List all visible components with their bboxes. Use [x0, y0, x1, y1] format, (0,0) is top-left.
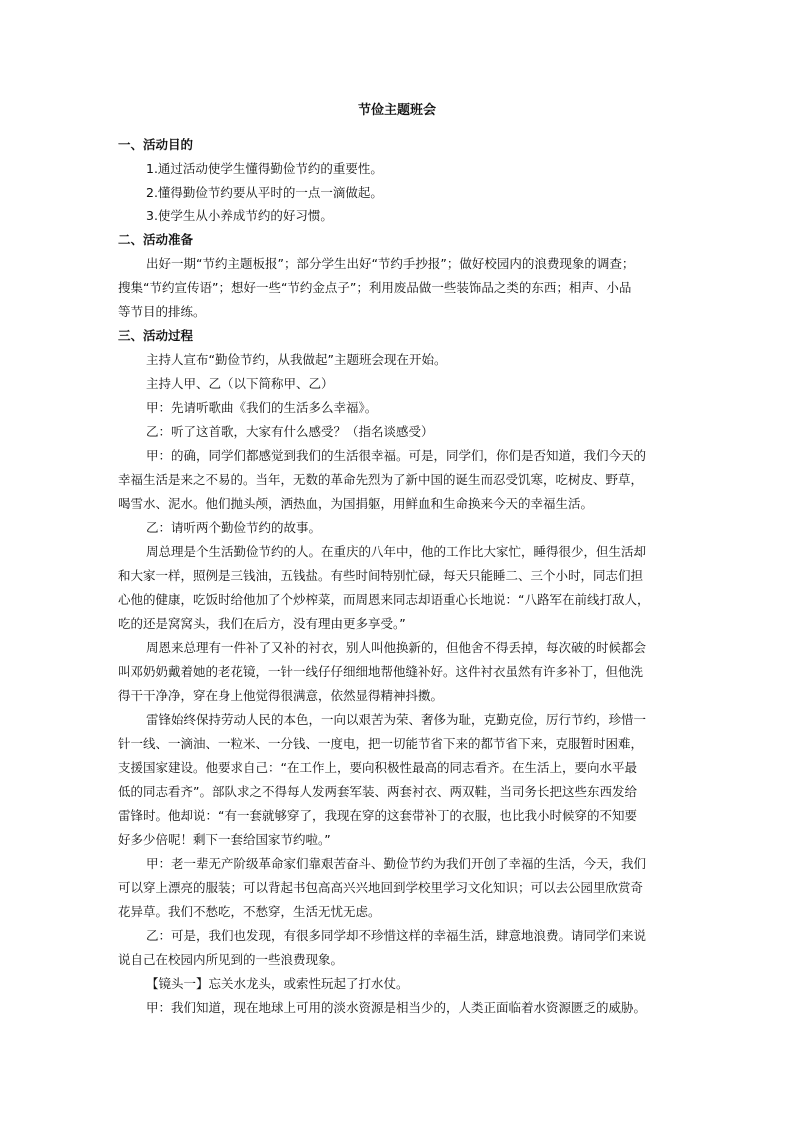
section-heading-process: 三、活动过程 [118, 328, 194, 343]
paragraph-line: 雷锋时。他却说：“有一套就够穿了，我现在穿的这套带补丁的衣服，也比我小时候穿的不知要 [118, 808, 637, 823]
paragraph-line: 幸福生活是来之不易的。当年，无数的革命先烈为了新中国的诞生而忍受饥寒，吃树皮、野草， [118, 472, 644, 487]
paragraph-line: 支援国家建设。他要求自己：“在工作上，要向积极性最高的同志看齐。在生活上，要向水平最 [118, 760, 637, 775]
paragraph-line: 叫邓奶奶戴着她的老花镜，一针一线仔仔细细地帮他缝补好。这件衬衣虽然有许多补丁，但他洗 [118, 664, 644, 679]
paragraph-line: 得干干净净，穿在身上他觉得很满意，依然显得精神抖擞。 [118, 688, 444, 703]
paragraph-line: 雷锋始终保持劳动人民的本色，一向以艰苦为荣、奢侈为耻，克勤克俭，厉行节约，珍惜一 [146, 712, 647, 727]
paragraph-line: 搜集“节约宣传语”；想好一些“节约金点子”；利用废品做一些装饰品之类的东西；相声、小品 [118, 280, 632, 295]
paragraph-line: 2.懂得勤俭节约要从平时的一点一滴做起。 [146, 185, 383, 200]
paragraph-line: 心他的健康，吃饭时给他加了个炒榨菜，而周恩来同志却语重心长地说：“八路军在前线打敌人， [118, 592, 650, 607]
paragraph-line: 甲：老一辈无产阶级革命家们靠艰苦奋斗、勤俭节约为我们开创了幸福的生活，今天，我们 [146, 856, 647, 871]
paragraph-line: 【镜头一】忘关水龙头，或索性玩起了打水仗。 [146, 976, 409, 991]
section-heading-goals: 一、活动目的 [118, 137, 194, 152]
paragraph-line: 甲：的确，同学们都感觉到我们的生活很幸福。可是，同学们，你们是否知道，我们今天的 [146, 448, 647, 463]
page-title: 节俭主题班会 [357, 103, 436, 118]
paragraph-line: 花异草。我们不愁吃，不愁穿，生活无忧无虑。 [118, 904, 381, 919]
paragraph-line: 1.通过活动使学生懂得勤俭节约的重要性。 [146, 161, 383, 176]
paragraph-line: 说自己在校园内所见到的一些浪费现象。 [118, 952, 344, 967]
paragraph-line: 甲：我们知道，现在地球上可用的淡水资源是相当少的，人类正面临着水资源匮乏的威胁。 [146, 1000, 647, 1015]
paragraph-line: 低的同志看齐”。部队求之不得每人发两套军装、两套衬衣、两双鞋，当司务长把这些东西发给 [118, 784, 637, 799]
paragraph-line: 甲：先请听歌曲《我们的生活多么幸福》。 [146, 400, 378, 415]
paragraph-line: 主持人宣布“勤俭节约，从我做起”主题班会现在开始。 [146, 352, 447, 367]
paragraph-line: 周总理是个生活勤俭节约的人。在重庆的八年中，他的工作比大家忙，睡得很少，但生活却 [146, 544, 647, 559]
paragraph-line: 主持人甲、乙（以下简称甲、乙） [146, 376, 334, 391]
paragraph-line: 吃的还是窝窝头，我们在后方，没有理由更多享受。” [118, 616, 406, 631]
paragraph-line: 好多少倍呢！剩下一套给国家节约啦。” [118, 832, 331, 847]
section-heading-preparation: 二、活动准备 [118, 232, 194, 247]
paragraph-line: 3.使学生从小养成节约的好习惯。 [146, 208, 333, 223]
paragraph-line: 乙：可是，我们也发现，有很多同学却不珍惜这样的幸福生活，肆意地浪费。请同学们来说 [146, 928, 647, 943]
paragraph-line: 等节目的排练。 [118, 304, 206, 319]
paragraph-line: 乙：听了这首歌，大家有什么感受？（指名谈感受） [146, 424, 434, 439]
paragraph-line: 乙：请听两个勤俭节约的故事。 [146, 520, 322, 535]
paragraph-line: 出好一期“节约主题板报”；部分学生出好“节约手抄报”；做好校园内的浪费现象的调查； [146, 256, 635, 271]
paragraph-line: 针一线、一滴油、一粒米、一分钱、一度电，把一切能节省下来的都节省下来，克服暂时困难， [118, 736, 644, 751]
paragraph-line: 喝雪水、泥水。他们抛头颅，洒热血，为国捐躯，用鲜血和生命换来今天的幸福生活。 [118, 496, 594, 511]
paragraph-line: 可以穿上漂亮的服装；可以背起书包高高兴兴地回到学校里学习文化知识；可以去公园里欣赏奇 [118, 880, 644, 895]
paragraph-line: 周恩来总理有一件补了又补的衬衣，别人叫他换新的，但他舍不得丢掉，每次破的时候都会 [146, 640, 647, 655]
paragraph-line: 和大家一样，照例是三钱油，五钱盐。有些时间特别忙碌，每天只能睡二、三个小时，同志们担 [118, 568, 644, 583]
